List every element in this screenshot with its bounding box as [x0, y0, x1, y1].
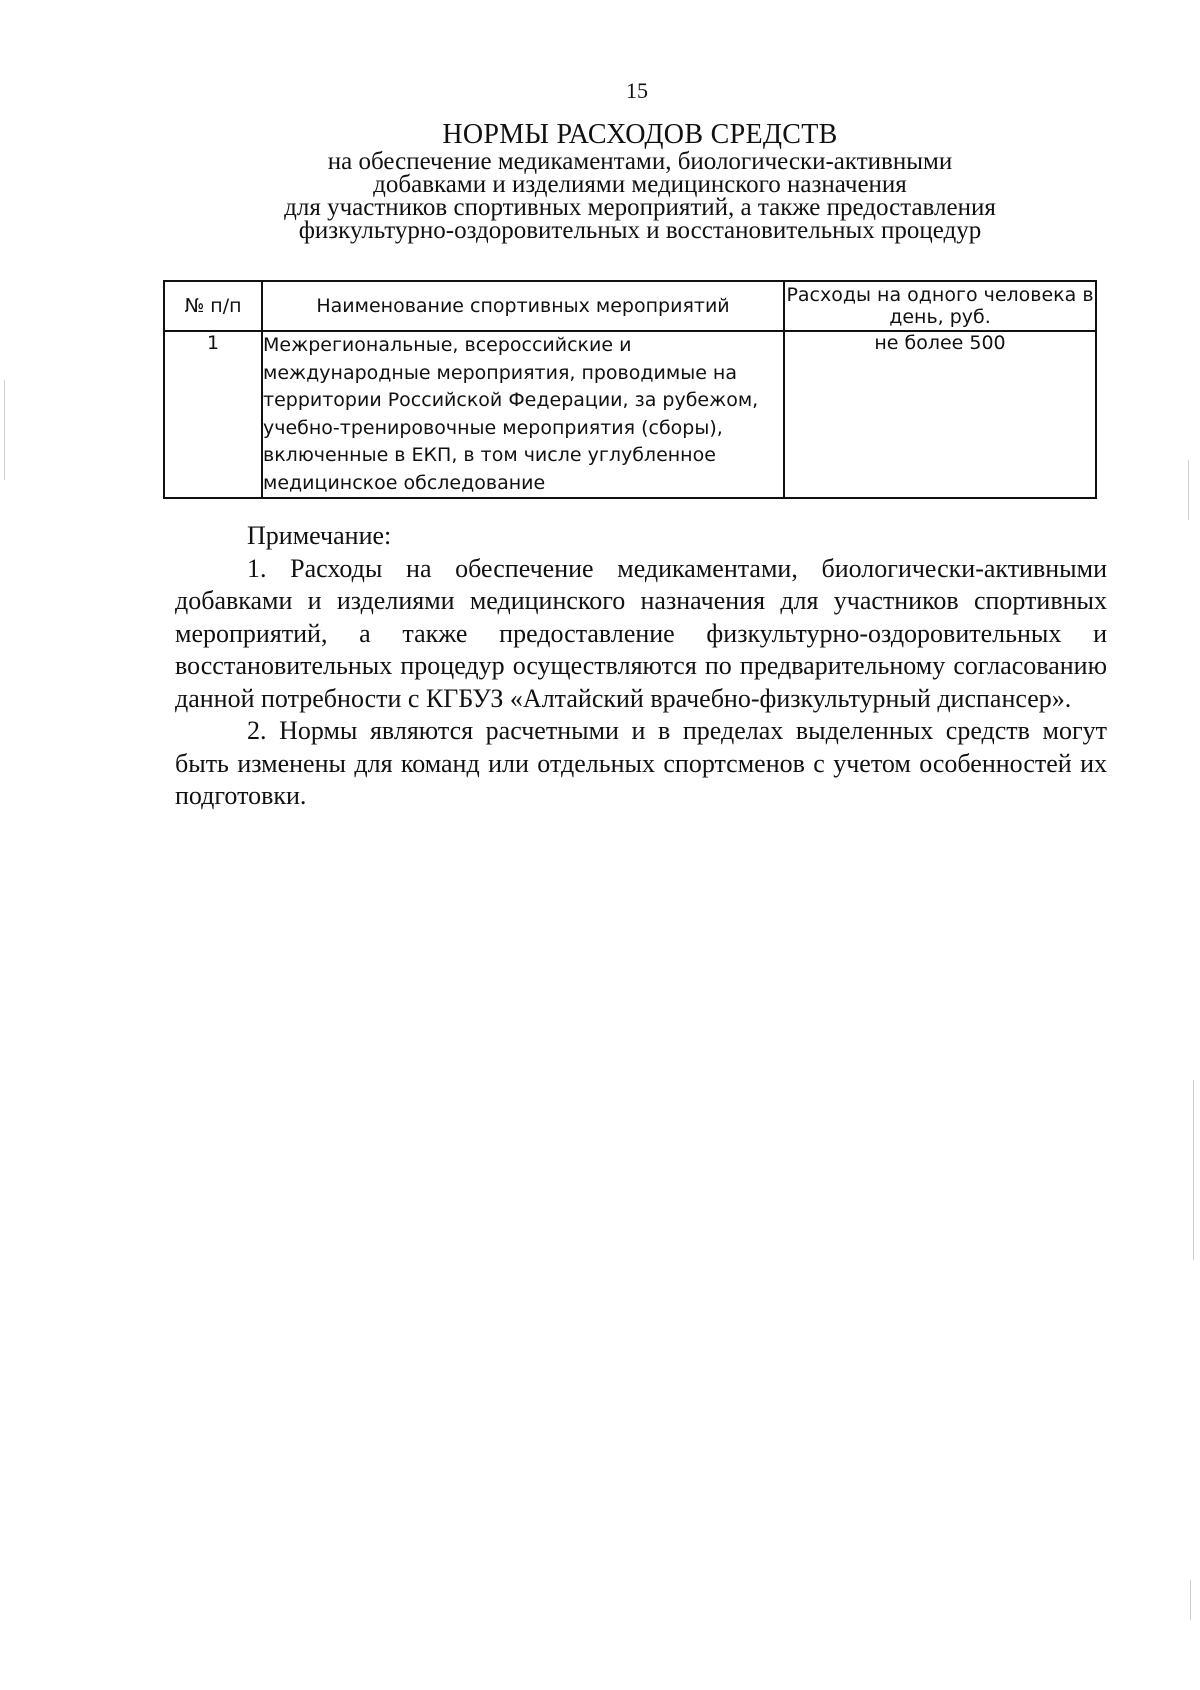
title-line: физкультурно-оздоровительных и восстановительных процедур	[298, 217, 982, 244]
title-main: НОРМЫ РАСХОДОВ СРЕДСТВ	[442, 119, 838, 150]
row-cost: не более 500	[784, 331, 1096, 498]
table-row	[164, 331, 1096, 498]
page-number: 15	[626, 78, 648, 103]
notes-heading: Примечание:	[247, 521, 392, 550]
row-number: 1	[164, 331, 262, 498]
scan-edge-mark	[4, 380, 5, 480]
header-number: № п/п	[164, 281, 262, 331]
norms-table	[163, 280, 1097, 499]
title-line: для участников спортивных мероприятий, а также предоставления	[284, 194, 996, 221]
note-item: 1. Расходы на обеспечение медикаментами, биологически-активными добавками и изделиями медицинского назначения для участников спортивных мероприятий, а также предоставление физкультурно-оздоровительных и восстановительных процедур осуществляются по предварительному согласованию данной потребности с КГБУЗ «Алтайский врачебно-физкультурный диспансер».	[175, 553, 1107, 713]
scan-edge-mark	[1188, 460, 1189, 520]
header-cost: Расходы на одного человека в день, руб.	[784, 281, 1096, 331]
scan-edge-mark	[1190, 1580, 1191, 1620]
title-line: добавками и изделиями медицинского назначения	[373, 171, 907, 198]
table-header-row	[164, 281, 1096, 331]
title-line: на обеспечение медикаментами, биологически-активными	[327, 148, 953, 175]
scan-edge-mark	[1193, 1080, 1194, 1260]
row-event-name: Межрегиональные, всероссийские и международные мероприятия, проводимые на территории Российской Федерации, за рубежом, учебно-тренировочные мероприятия (сборы), включенные в ЕКП, в том числе углубленное медицинское обследование	[262, 331, 784, 498]
header-event-name: Наименование спортивных мероприятий	[262, 281, 784, 331]
document-title	[200, 120, 1080, 242]
note-item: 2. Нормы являются расчетными и в пределах выделенных средств могут быть изменены для команд или отдельных спортсменов с учетом особенностей их подготовки.	[175, 716, 1107, 810]
notes-section	[175, 520, 1107, 813]
